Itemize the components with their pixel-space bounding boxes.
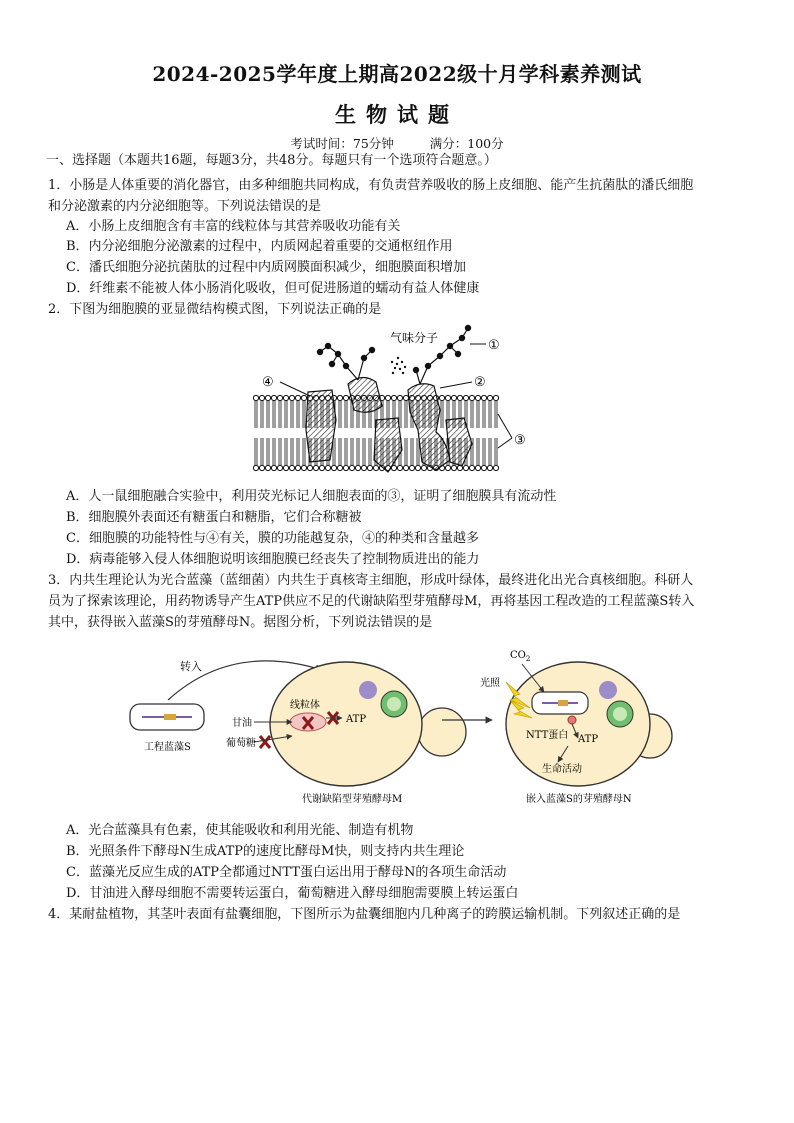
q1-option-b: B．内分泌细胞分泌激素的过程中，内质网起着重要的交通枢纽作用 — [66, 239, 453, 254]
exam-time: 考试时间：75分钟 — [290, 136, 394, 151]
q2-stem: 2．下图为细胞膜的亚显微结构模式图，下列说法正确的是 — [48, 302, 382, 317]
label-3: ③ — [514, 433, 526, 448]
glucose-label: 葡萄糖 — [226, 738, 256, 749]
section-heading: 一、选择题（本题共16题，每题3分，共48分。每题只有一个选项符合题意。） — [46, 153, 497, 168]
q1-stem-line1: 1．小肠是人体重要的消化器官，由多种细胞共同构成，有负责营养吸收的肠上皮细胞、能产生抗菌肽的潘氏细胞 — [48, 178, 694, 193]
q1-option-d: D．纤维素不能被人体小肠消化吸收，但可促进肠道的蠕动有益人体健康 — [66, 281, 480, 296]
ntt-label: NTT蛋白 — [526, 730, 569, 741]
membrane-diagram — [250, 320, 540, 480]
q2-option-d: D．病毒能够入侵人体细胞说明该细胞膜已经丧失了控制物质进出的能力 — [66, 552, 480, 567]
atp-label-m: ATP — [346, 714, 367, 725]
exam-title: 2024-2025学年度上期高2022级十月学科素养测试 — [152, 62, 642, 86]
label-1: ① — [488, 338, 500, 353]
protein-4 — [306, 390, 336, 462]
yeast-n-label: 嵌入蓝藻S的芽殖酵母N — [526, 794, 632, 805]
yeast-m-label: 代谢缺陷型芽殖酵母M — [302, 794, 403, 805]
yeast-m-cell — [270, 662, 466, 786]
glycerol-label: 甘油 — [232, 718, 252, 729]
label-4: ④ — [262, 375, 274, 390]
cross-mark-glucose — [260, 736, 270, 748]
q4-stem: 4．某耐盐植物，其茎叶表面有盐囊细胞，下图所示为盐囊细胞内几种离子的跨膜运输机制。下列叙述正确的是 — [48, 907, 681, 922]
life-activity-label: 生命活动 — [542, 764, 582, 775]
engineered-cyanobacterium — [130, 704, 204, 730]
yeast-n-cell — [506, 662, 672, 786]
eng-cyanobacterium-label: 工程蓝藻S — [144, 742, 191, 753]
q3-option-c: C．蓝藻光反应生成的ATP全都通过NTT蛋白运出用于酵母N的各项生命活动 — [66, 865, 507, 880]
q3-option-a: A．光合蓝藻具有色素，使其能吸收和利用光能、制造有机物 — [66, 823, 414, 838]
q3-stem-line3: 其中，获得嵌入蓝藻S的芽殖酵母N。据图分析，下列说法错误的是 — [48, 615, 433, 630]
odor-molecules — [391, 357, 406, 374]
q3-option-b: B．光照条件下酵母N生成ATP的速度比酵母M快，则支持内共生理论 — [66, 844, 465, 859]
q1-stem-line2: 和分泌激素的内分泌细胞等。下列说法错误的是 — [48, 199, 322, 214]
odor-label: 气味分子 — [390, 331, 439, 345]
full-score: 满分：100分 — [429, 136, 504, 151]
subject-title: 生物试题 — [335, 103, 459, 127]
q1-option-a: A．小肠上皮细胞含有丰富的线粒体与其营养吸收功能有关 — [66, 219, 401, 234]
atp-label-n: ATP — [578, 734, 599, 745]
q3-option-d: D．甘油进入酵母细胞不需要转运蛋白，葡萄糖进入酵母细胞需要膜上转运蛋白 — [66, 886, 519, 901]
co2-label: $CO_2$ — [510, 650, 531, 663]
q2-option-b: B．细胞膜外表面还有糖蛋白和糖脂，它们合称糖被 — [66, 510, 362, 525]
glycan-chain-left — [317, 343, 374, 380]
label-2: ② — [474, 375, 486, 390]
protein-inner — [374, 418, 402, 472]
protein-right-small — [446, 418, 472, 466]
q1-option-c: C．潘氏细胞分泌抗菌肽的过程中内质网膜面积减少，细胞膜面积增加 — [66, 260, 466, 275]
q3-stem-line1: 3．内共生理论认为光合蓝藻（蓝细菌）内共生于真核寄主细胞，形成叶绿体，最终进化出光合真核细胞。科研人 — [48, 573, 694, 588]
transfer-label: 转入 — [180, 660, 202, 673]
receptor-protein-left — [348, 377, 382, 412]
exam-meta — [0, 134, 794, 152]
q2-option-a: A．人一鼠细胞融合实验中，利用荧光标记人细胞表面的③，证明了细胞膜具有流动性 — [66, 489, 557, 504]
q2-option-c: C．细胞膜的功能特性与④有关，膜的功能越复杂，④的种类和含量越多 — [66, 531, 479, 546]
mitochondria-label: 线粒体 — [290, 700, 320, 711]
q3-stem-line2: 员为了探索该理论，用药物诱导产生ATP供应不足的代谢缺陷型芽殖酵母M，再将基因工程改造的工程蓝藻S转入 — [48, 594, 695, 609]
endosymbiosis-diagram — [122, 642, 682, 814]
light-label: 光照 — [480, 678, 500, 689]
